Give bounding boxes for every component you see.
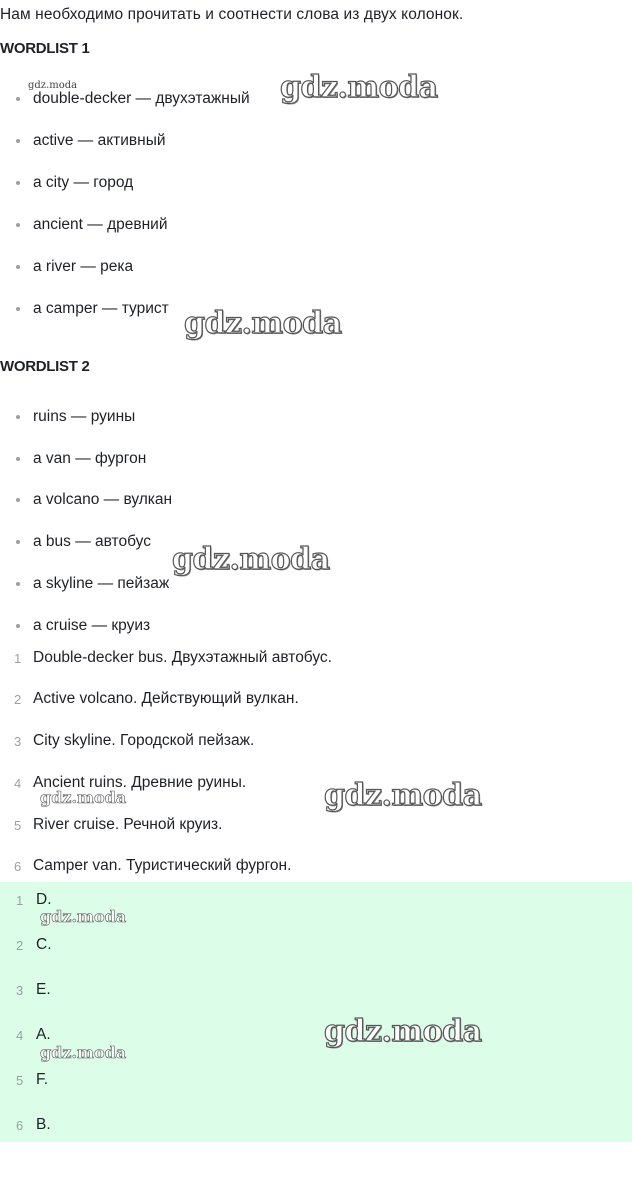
wordlist2-item-text: a bus — автобус — [33, 533, 151, 550]
wordlist2-item — [0, 615, 150, 637]
phrase-text: River cruise. Речной круиз. — [33, 816, 223, 833]
wordlist1-item-text: ancient — древний — [33, 216, 168, 233]
phrase-row — [0, 688, 299, 710]
answer-text: C. — [36, 936, 52, 953]
wordlist1-item-text: active — активный — [33, 132, 166, 149]
phrase-row — [0, 814, 222, 836]
wordlist2-item-text: a van — фургон — [33, 450, 147, 467]
wordlist1-item — [0, 130, 166, 152]
bullet-dot — [0, 307, 33, 311]
wordlist2-item-text: a volcano — вулкан — [33, 491, 173, 508]
wordlist1-item — [0, 298, 169, 320]
bullet-dot — [0, 139, 33, 143]
wordlist2-item — [0, 531, 151, 553]
wordlist2-item-text: a cruise — круиз — [33, 617, 151, 634]
phrase-number: 6 — [14, 858, 22, 874]
wordlist2-item-text: a skyline — пейзаж — [33, 575, 170, 592]
phrase-text: Active volcano. Действующий вулкан. — [33, 690, 299, 707]
answer-text: A. — [36, 1026, 51, 1043]
phrase-text: Double-decker bus. Двухэтажный автобус. — [33, 649, 332, 666]
answer-text: E. — [36, 981, 51, 998]
wordlist1-item-text: a camper — турист — [33, 300, 169, 317]
phrase-number: 4 — [14, 775, 22, 791]
phrase-row — [0, 855, 291, 877]
bullet-dot — [0, 415, 33, 419]
bullet-dot — [0, 457, 33, 461]
phrase-text: Camper van. Туристический фургон. — [33, 857, 292, 874]
phrase-number: 2 — [14, 691, 22, 707]
watermark-logo: gdz.moda — [324, 1014, 482, 1049]
answer-row — [0, 979, 51, 1001]
wordlist1-item — [0, 256, 133, 278]
bullet-dot — [0, 265, 33, 269]
answer-row — [0, 1069, 48, 1091]
watermark-logo: gdz.moda — [28, 80, 78, 91]
phrase-row — [0, 647, 332, 669]
answer-number: 1 — [16, 892, 24, 908]
answer-number: 6 — [16, 1117, 24, 1133]
answer-number: 5 — [16, 1072, 24, 1088]
answer-text: B. — [36, 1116, 51, 1133]
wordlist2-item-text: ruins — руины — [33, 408, 136, 425]
answer-number: 3 — [16, 982, 24, 998]
wordlist1-item-text: a city — город — [33, 174, 134, 191]
answer-number: 4 — [16, 1027, 24, 1043]
bullet-dot — [0, 540, 33, 544]
answer-row — [0, 1114, 51, 1136]
watermark-logo: gdz.moda — [184, 306, 342, 341]
wordlist1-item — [0, 88, 250, 110]
watermark-logo: gdz.moda — [40, 788, 127, 807]
phrase-number: 3 — [14, 733, 22, 749]
watermark-logo: gdz.moda — [40, 907, 127, 926]
bullet-dot — [0, 223, 33, 227]
bullet-dot — [0, 498, 33, 502]
wordlist2-heading: WORDLIST 2 — [0, 358, 90, 375]
wordlist1-item-text: double-decker — двухэтажный — [33, 90, 250, 107]
answer-text: F. — [36, 1071, 49, 1088]
answer-row — [0, 934, 52, 956]
watermark-logo: gdz.moda — [324, 778, 482, 813]
phrase-number: 1 — [14, 650, 22, 666]
wordlist1-heading: WORDLIST 1 — [0, 40, 90, 57]
wordlist2-item — [0, 448, 146, 470]
bullet-dot — [0, 624, 33, 628]
watermark-logo: gdz.moda — [280, 70, 438, 105]
phrase-number: 5 — [14, 817, 22, 833]
phrase-text: Ancient ruins. Древние руины. — [33, 774, 247, 791]
bullet-dot — [0, 181, 33, 185]
wordlist2-item — [0, 489, 172, 511]
answer-text: D. — [36, 891, 52, 908]
wordlist1-item — [0, 214, 168, 236]
phrase-text: City skyline. Городской пейзаж. — [33, 732, 255, 749]
bullet-dot — [0, 582, 33, 586]
bullet-dot — [0, 97, 33, 101]
answer-number: 2 — [16, 937, 24, 953]
watermark-logo: gdz.moda — [40, 1043, 127, 1062]
watermark-logo: gdz.moda — [172, 542, 330, 577]
phrase-row — [0, 730, 254, 752]
wordlist2-item — [0, 573, 169, 595]
wordlist2-item — [0, 406, 135, 428]
wordlist1-item-text: a river — река — [33, 258, 134, 275]
wordlist1-item — [0, 172, 133, 194]
intro-text: Нам необходимо прочитать и соотнести слова из двух колонок. — [0, 6, 464, 23]
